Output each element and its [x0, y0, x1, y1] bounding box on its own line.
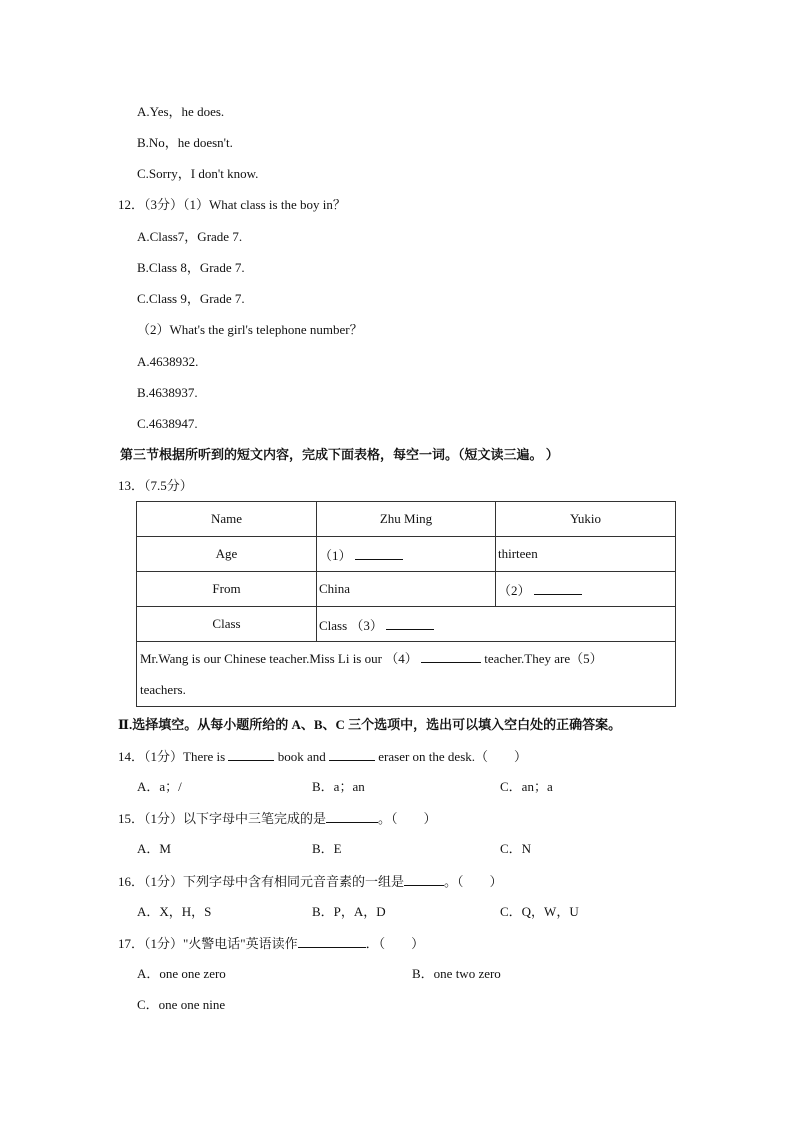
q12-stem: 12．（3分）（1）What class is the boy in？	[118, 197, 346, 212]
from-yukio-cell	[496, 572, 676, 607]
q17-stem	[118, 935, 424, 952]
table-row	[137, 642, 676, 707]
q12-1-option-c: C.Class 9，Grade 7.	[137, 291, 245, 306]
blank-1-label: （1）	[319, 547, 352, 563]
sentence-part-3: teachers.	[140, 682, 186, 697]
age-zhu-ming-cell	[317, 537, 496, 572]
table-row	[137, 537, 676, 572]
q15-blank[interactable]	[326, 810, 378, 823]
table-row	[137, 572, 676, 607]
q14-stem-mid: book and	[277, 749, 326, 764]
q12-2-option-c: C.4638947.	[137, 416, 198, 431]
section3-heading: 第三节根据所听到的短文内容，完成下面表格，每空一词。（短文读三遍。 ）	[120, 447, 559, 462]
q15-stem	[118, 810, 437, 827]
q16-option-b: B．P，A，D	[312, 904, 386, 919]
q14-stem	[118, 748, 527, 765]
q15-stem-pre: 15．（1分）以下字母中三笔完成的是	[118, 811, 327, 826]
q17-stem-post: ．（ ）	[365, 936, 425, 951]
from-zhu-ming-cell: China	[317, 572, 496, 607]
q16-option-a: A．X，H，S	[137, 904, 212, 919]
q16-stem-post: 。（ ）	[444, 874, 503, 889]
q17-option-c: C．one one nine	[137, 997, 226, 1012]
age-yukio-cell: thirteen	[496, 537, 676, 572]
q16-blank[interactable]	[404, 873, 444, 886]
blank-3[interactable]	[386, 617, 434, 630]
sentence-part-2: teacher.They are（5）	[484, 651, 603, 666]
sentence-part-1: Mr.Wang is our Chinese teacher.Miss Li is our （4）	[140, 651, 418, 666]
q12-1-option-a: A.Class7，Grade 7.	[137, 229, 243, 244]
class-cell	[317, 607, 676, 642]
q12-sub2-stem: （2）What's the girl's telephone number？	[137, 322, 363, 337]
q17-option-a: A．one one zero	[137, 966, 226, 981]
q12-1-option-b: B.Class 8，Grade 7.	[137, 260, 245, 275]
q14-option-b: B．a；an	[312, 779, 365, 794]
q12-2-option-a: A.4638932.	[137, 354, 199, 369]
q15-option-c: C．N	[500, 841, 532, 856]
q14-option-c: C．an；a	[500, 779, 553, 794]
q15-option-a: A．M	[137, 841, 171, 856]
header-zhu-ming: Zhu Ming	[317, 502, 496, 537]
q16-stem	[118, 873, 503, 890]
q13-table	[136, 501, 676, 707]
q14-blank-1[interactable]	[228, 748, 274, 761]
blank-2-label: （2）	[498, 582, 531, 598]
table-row	[137, 607, 676, 642]
row-label-class: Class	[137, 607, 317, 642]
q12-2-option-b: B.4638937.	[137, 385, 198, 400]
q11-option-a: A.Yes，he does.	[137, 104, 225, 119]
q14-stem-pre: 14．（1分）There is	[118, 749, 226, 764]
q17-stem-pre: 17．（1分）"火警电话"英语读作	[118, 936, 298, 951]
blank-3-label: Class （3）	[319, 617, 383, 633]
q15-stem-post: 。（ ）	[378, 811, 437, 826]
q14-blank-2[interactable]	[329, 748, 375, 761]
q17-blank[interactable]	[298, 935, 366, 948]
table-row	[137, 502, 676, 537]
q13-stem: 13．（7.5分）	[118, 478, 193, 493]
q11-option-b: B.No，he doesn't.	[137, 135, 233, 150]
sentence-cell	[137, 642, 676, 707]
header-yukio: Yukio	[496, 502, 676, 537]
q16-option-c: C．Q，W，U	[500, 904, 579, 919]
section2-heading: Ⅱ.选择填空。从每小题所给的 A、B、C 三个选项中，选出可以填入空白处的正确答案。	[118, 717, 622, 732]
q15-option-b: B．E	[312, 841, 342, 856]
row-label-age: Age	[137, 537, 317, 572]
q11-option-c: C.Sorry，I don't know.	[137, 166, 259, 181]
q16-stem-pre: 16．（1分）下列字母中含有相同元音音素的一组是	[118, 874, 405, 889]
blank-4[interactable]	[421, 650, 481, 663]
blank-1[interactable]	[355, 547, 403, 560]
q14-option-a: A．a；/	[137, 779, 182, 794]
q14-stem-post: eraser on the desk.（ ）	[378, 749, 528, 764]
q17-option-b: B．one two zero	[412, 966, 501, 981]
row-label-from: From	[137, 572, 317, 607]
blank-2[interactable]	[534, 582, 582, 595]
header-name: Name	[137, 502, 317, 537]
